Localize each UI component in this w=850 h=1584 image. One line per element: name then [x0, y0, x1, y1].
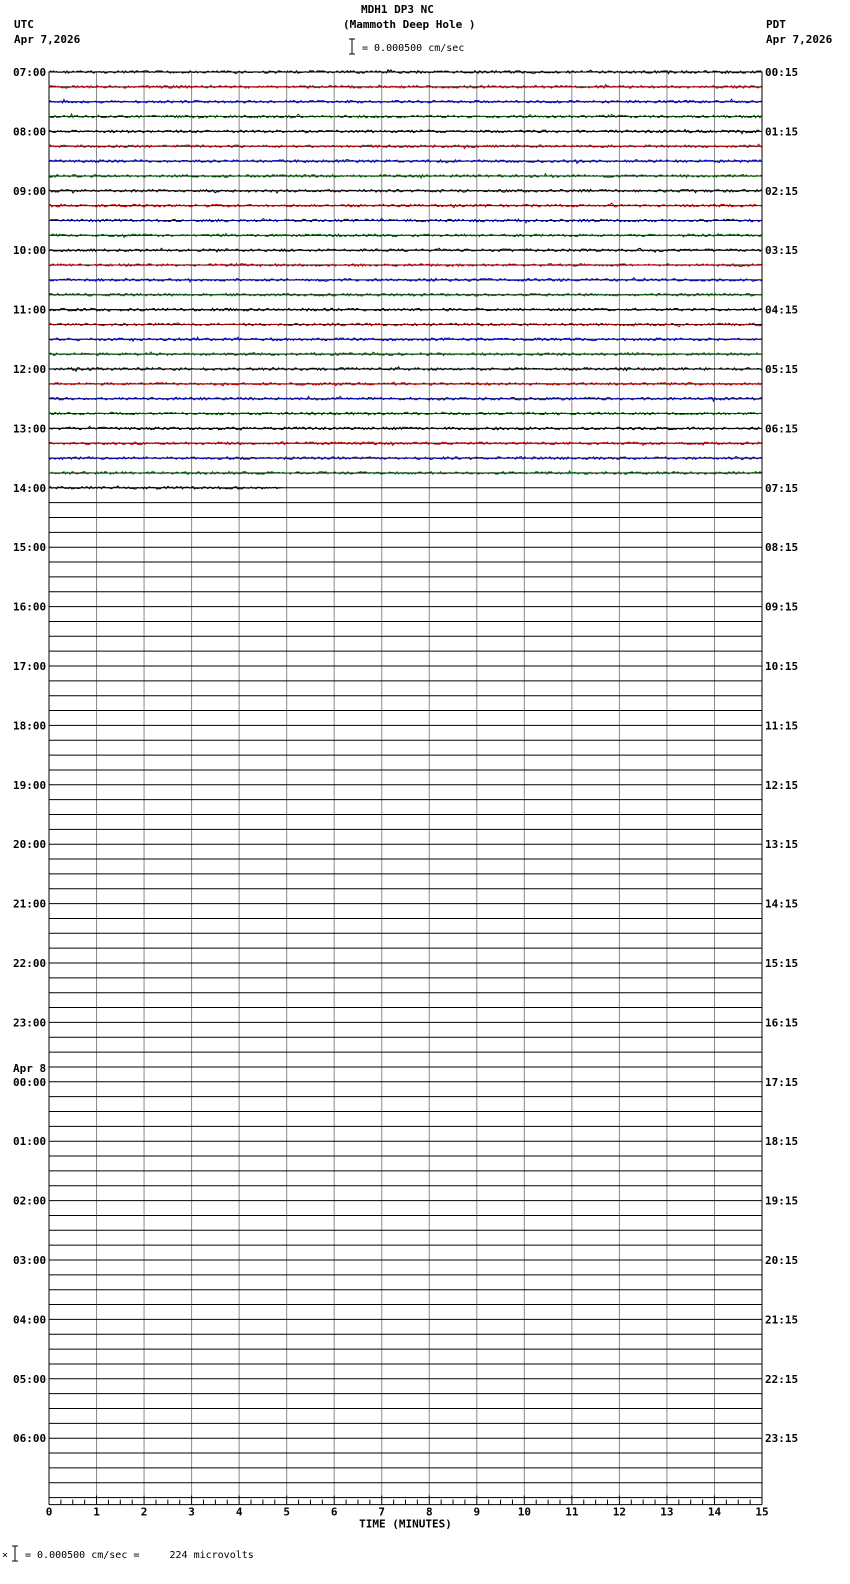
x-tick-label: 14 — [707, 1505, 722, 1519]
pdt-hour-label: 22:15 — [765, 1372, 799, 1386]
seismic-trace — [49, 486, 282, 489]
x-tick-label: 15 — [755, 1505, 769, 1519]
utc-hour-label: 14:00 — [13, 481, 47, 495]
x-tick-label: 11 — [565, 1505, 579, 1519]
x-tick-label: 1 — [93, 1505, 100, 1519]
utc-hour-label: 12:00 — [13, 363, 47, 376]
utc-hour-label: 01:00 — [13, 1135, 47, 1149]
x-tick-label: 13 — [660, 1505, 674, 1519]
utc-hour-label: 00:00 — [13, 1075, 47, 1089]
footer-marker: × — [2, 1550, 9, 1561]
x-tick-label: 0 — [45, 1505, 53, 1519]
utc-hour-label: 08:00 — [13, 125, 47, 139]
pdt-hour-label: 10:15 — [765, 660, 799, 673]
x-tick-label: 7 — [378, 1505, 386, 1519]
x-tick-label: 3 — [188, 1505, 195, 1519]
utc-hour-label: 23:00 — [13, 1016, 47, 1030]
left-timezone: UTC — [14, 18, 34, 31]
pdt-hour-label: 20:15 — [765, 1254, 799, 1267]
x-tick-label: 2 — [140, 1505, 148, 1519]
utc-hour-label: 02:00 — [13, 1194, 47, 1208]
x-axis-label: TIME (MINUTES) — [359, 1517, 452, 1531]
x-tick-label: 6 — [330, 1505, 338, 1519]
x-tick-label: 9 — [473, 1505, 481, 1519]
date-change-label: Apr 8 — [13, 1061, 47, 1075]
footer-scale-bar-icon — [10, 1545, 20, 1563]
pdt-hour-label: 07:15 — [765, 481, 799, 495]
pdt-hour-label: 13:15 — [765, 838, 799, 852]
utc-hour-label: 22:00 — [13, 957, 47, 970]
pdt-hour-label: 05:15 — [765, 363, 799, 376]
utc-hour-label: 04:00 — [13, 1313, 47, 1327]
seismic-trace — [49, 278, 762, 282]
utc-hour-label: 17:00 — [13, 660, 47, 673]
scale-label: = 0.000500 cm/sec — [362, 43, 465, 54]
left-date: Apr 7,2026 — [14, 33, 81, 46]
utc-hour-label: 11:00 — [13, 303, 47, 317]
pdt-hour-label: 21:15 — [765, 1313, 799, 1327]
utc-hour-label: 13:00 — [13, 422, 47, 436]
pdt-hour-label: 15:15 — [765, 957, 799, 970]
utc-hour-label: 21:00 — [13, 897, 47, 911]
utc-hour-label: 15:00 — [13, 541, 47, 555]
pdt-hour-label: 18:15 — [765, 1135, 799, 1149]
x-tick-label: 8 — [425, 1505, 433, 1519]
utc-hour-label: 07:00 — [13, 66, 47, 79]
x-tick-label: 4 — [235, 1505, 243, 1519]
x-tick-label: 12 — [612, 1505, 627, 1519]
pdt-hour-label: 04:15 — [765, 303, 799, 317]
pdt-hour-label: 14:15 — [765, 897, 799, 911]
pdt-hour-label: 19:15 — [765, 1194, 799, 1208]
right-timezone: PDT — [766, 18, 786, 31]
pdt-hour-label: 01:15 — [765, 125, 799, 139]
utc-hour-label: 06:00 — [13, 1432, 47, 1446]
pdt-hour-label: 09:15 — [765, 600, 799, 614]
utc-hour-label: 16:00 — [13, 600, 47, 614]
pdt-hour-label: 08:15 — [765, 541, 799, 555]
utc-hour-label: 05:00 — [13, 1372, 47, 1386]
right-date: Apr 7,2026 — [766, 33, 833, 46]
utc-hour-label: 10:00 — [13, 244, 47, 258]
x-tick-label: 5 — [283, 1505, 290, 1519]
utc-hour-label: 03:00 — [13, 1254, 47, 1267]
seismic-trace — [49, 456, 762, 459]
pdt-hour-label: 11:15 — [765, 719, 799, 733]
pdt-hour-label: 00:15 — [765, 66, 799, 79]
utc-hour-label: 18:00 — [13, 719, 47, 733]
seismic-trace — [49, 396, 762, 401]
station-title: MDH1 DP3 NC — [361, 3, 434, 16]
pdt-hour-label: 16:15 — [765, 1016, 799, 1030]
utc-hour-label: 20:00 — [13, 838, 47, 852]
pdt-hour-label: 12:15 — [765, 778, 799, 792]
utc-hour-label: 09:00 — [13, 184, 47, 198]
utc-hour-label: 19:00 — [13, 778, 47, 792]
x-tick-label: 10 — [517, 1505, 531, 1519]
seismic-trace — [49, 114, 762, 118]
site-subtitle: (Mammoth Deep Hole ) — [343, 18, 476, 31]
pdt-hour-label: 17:15 — [765, 1075, 799, 1089]
footer-scale-note: = 0.000500 cm/sec = 224 microvolts — [25, 1550, 254, 1561]
seismic-trace — [49, 219, 762, 223]
seismic-trace — [49, 99, 762, 103]
pdt-hour-label: 23:15 — [765, 1432, 799, 1446]
pdt-hour-label: 03:15 — [765, 244, 799, 258]
pdt-hour-label: 02:15 — [765, 184, 799, 198]
pdt-hour-label: 06:15 — [765, 422, 799, 436]
seismic-trace — [49, 130, 762, 134]
